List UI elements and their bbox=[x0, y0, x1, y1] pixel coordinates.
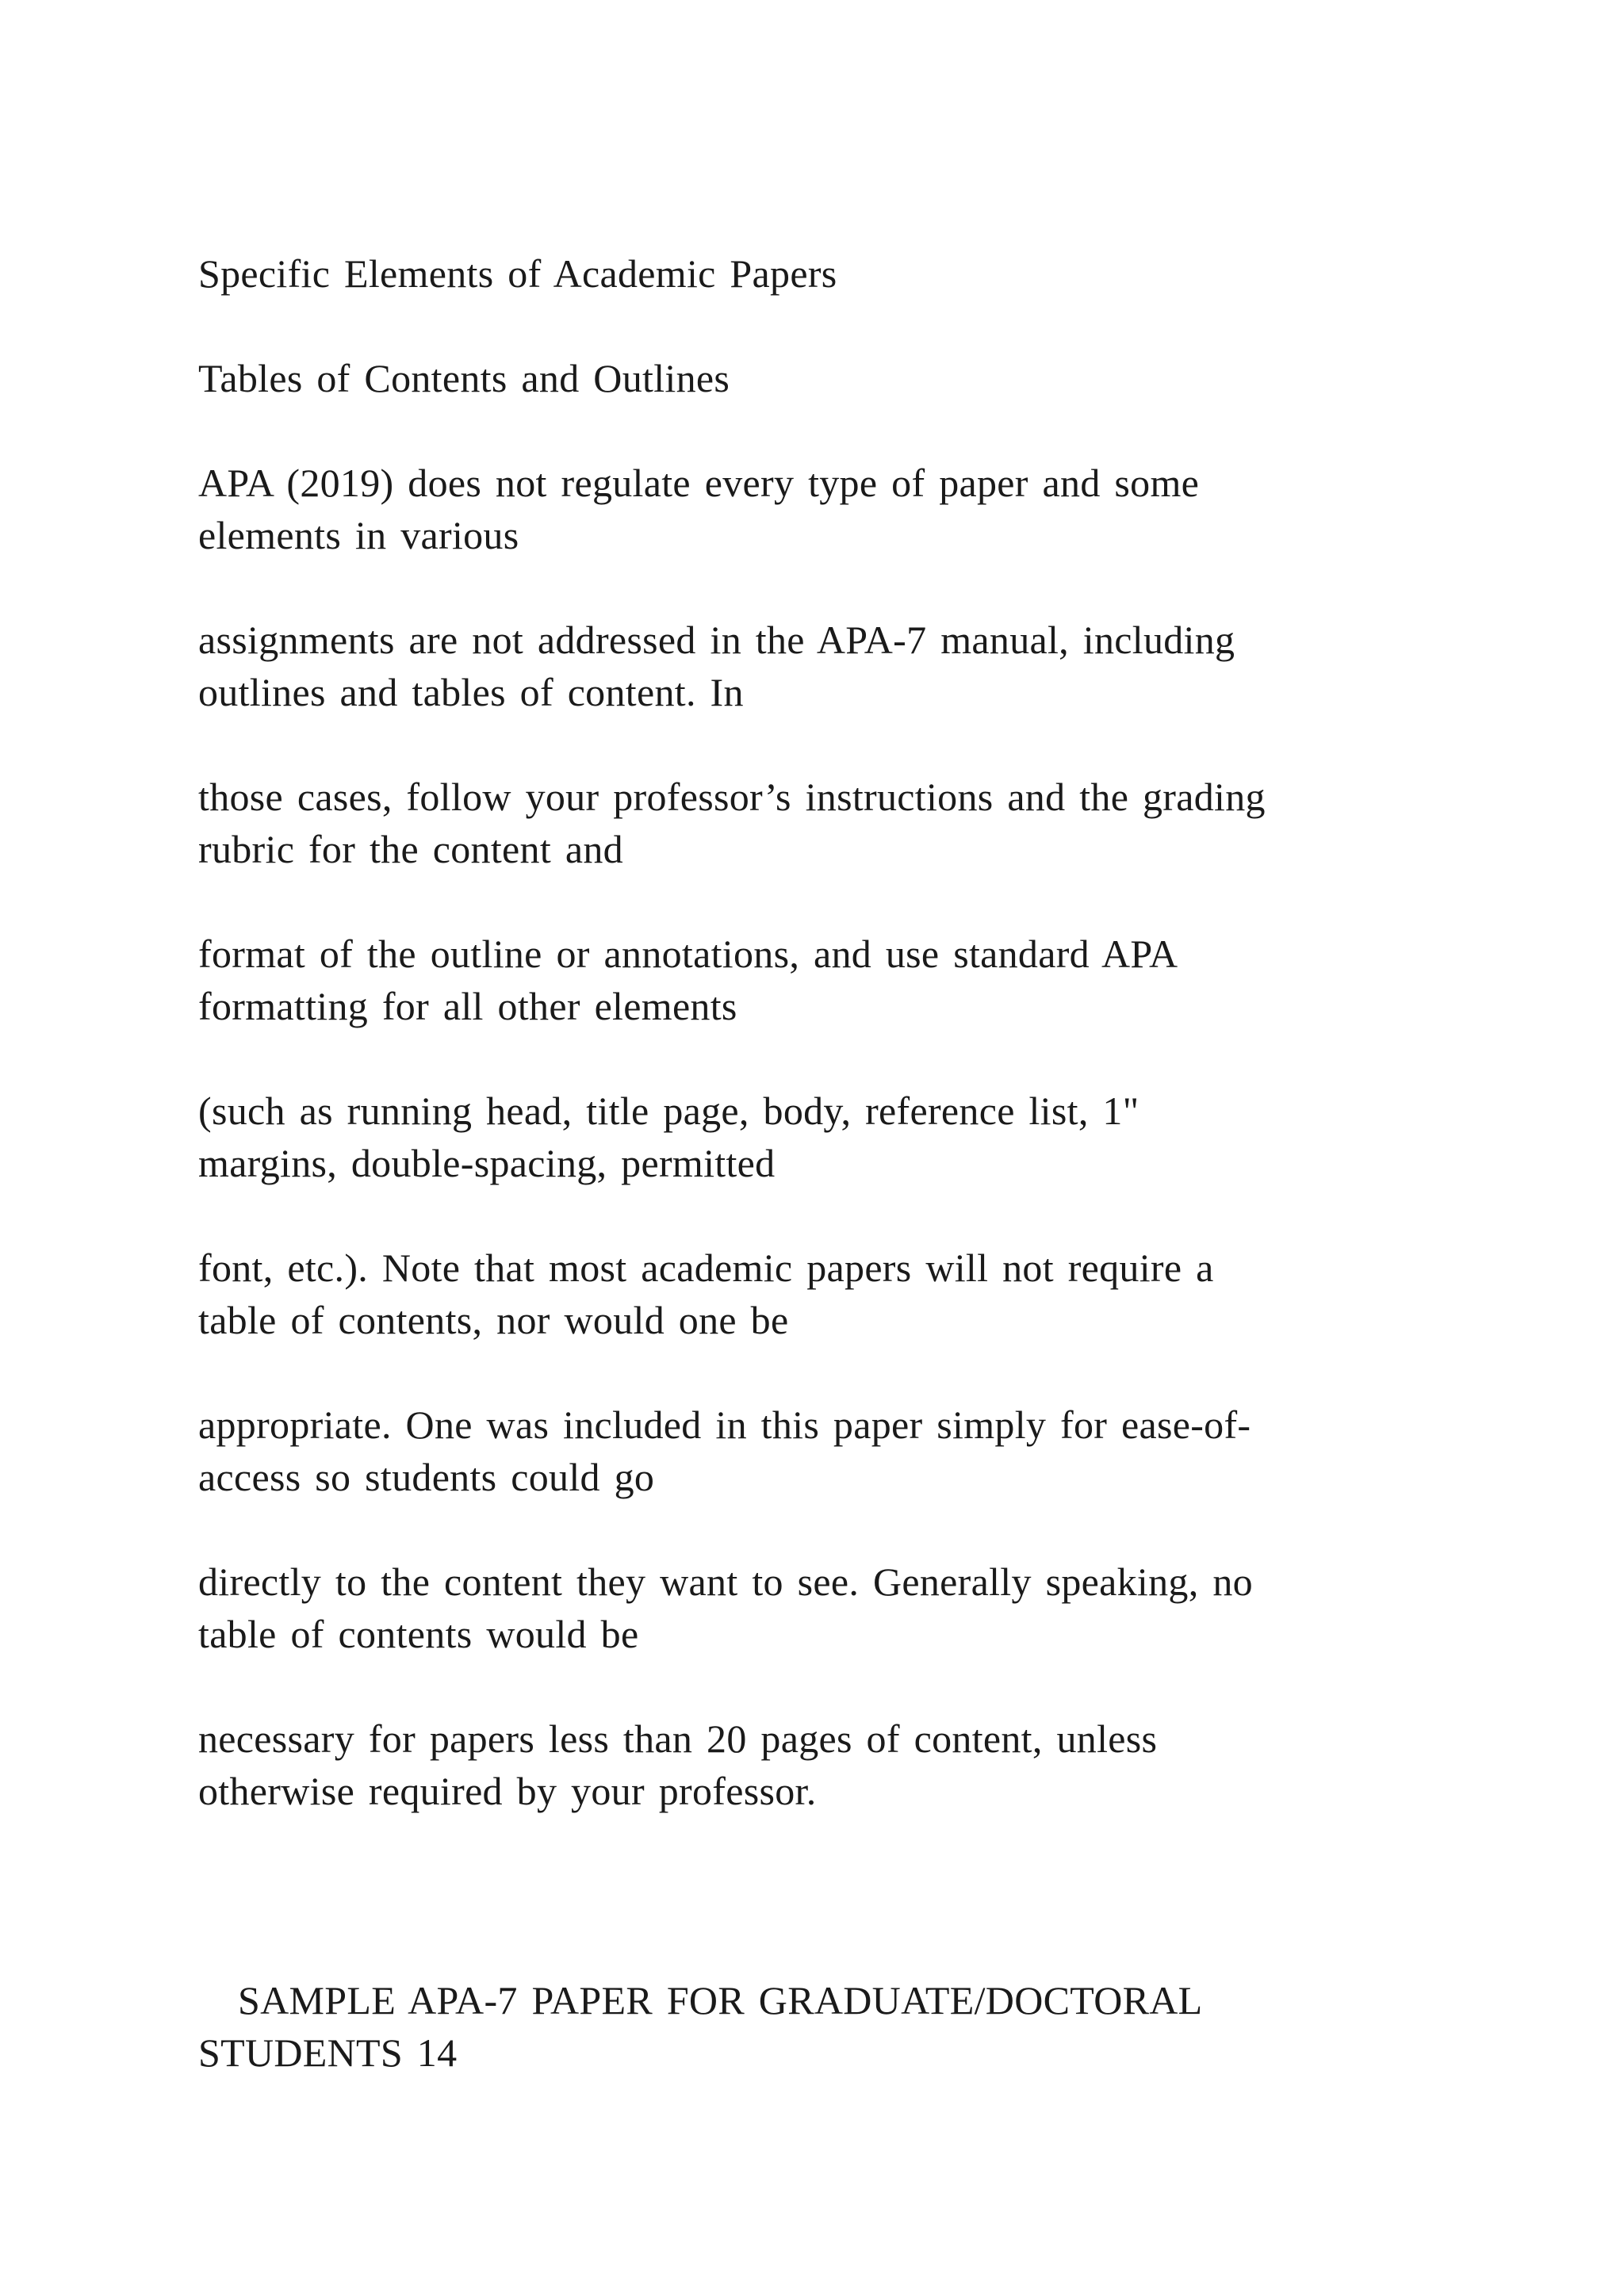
body-paragraph-7 bbox=[198, 1399, 1467, 1503]
paragraph-line: assignments are not addressed in the APA-7 manual, including bbox=[198, 618, 1235, 662]
paragraph-line: (such as running head, title page, body, reference list, 1" bbox=[198, 1089, 1139, 1133]
paragraph-line: otherwise required by your professor. bbox=[198, 1769, 817, 1813]
section-subheading bbox=[198, 352, 1467, 404]
section-heading bbox=[198, 247, 1467, 300]
paragraph-line: rubric for the content and bbox=[198, 827, 623, 871]
body-paragraph-6 bbox=[198, 1242, 1467, 1346]
paragraph-line: format of the outline or annotations, and use standard APA bbox=[198, 932, 1178, 976]
paragraph-line: elements in various bbox=[198, 513, 519, 557]
paragraph-line: formatting for all other elements bbox=[198, 984, 737, 1028]
running-head bbox=[198, 1974, 1467, 2079]
paragraph-line: access so students could go bbox=[198, 1455, 655, 1499]
paragraph-line: table of contents, nor would one be bbox=[198, 1298, 789, 1342]
body-paragraph-8 bbox=[198, 1556, 1467, 1660]
section-subheading-text: Tables of Contents and Outlines bbox=[198, 356, 730, 400]
running-head-line-1: SAMPLE APA-7 PAPER FOR GRADUATE/DOCTORAL bbox=[238, 1978, 1203, 2022]
paragraph-line: necessary for papers less than 20 pages of content, unless bbox=[198, 1716, 1158, 1761]
paragraph-line: font, etc.). Note that most academic papers will not require a bbox=[198, 1246, 1214, 1290]
paragraph-line: directly to the content they want to see. Generally speaking, no bbox=[198, 1559, 1253, 1604]
paragraph-line: those cases, follow your professor’s instructions and the grading bbox=[198, 775, 1266, 819]
paragraph-line: margins, double-spacing, permitted bbox=[198, 1141, 776, 1185]
running-head-line-2: STUDENTS 14 bbox=[198, 2030, 458, 2075]
body-paragraph-9 bbox=[198, 1712, 1467, 1817]
body-paragraph-4 bbox=[198, 928, 1467, 1032]
section-heading-text: Specific Elements of Academic Papers bbox=[198, 251, 837, 296]
body-paragraph-2 bbox=[198, 614, 1467, 718]
page-break-gap bbox=[198, 1869, 1467, 1974]
paragraph-line: appropriate. One was included in this paper simply for ease-of- bbox=[198, 1402, 1251, 1447]
body-paragraph-3 bbox=[198, 771, 1467, 875]
body-paragraph-1 bbox=[198, 457, 1467, 561]
body-paragraph-5 bbox=[198, 1085, 1467, 1189]
paragraph-line: outlines and tables of content. In bbox=[198, 670, 744, 714]
paragraph-line: APA (2019) does not regulate every type of paper and some bbox=[198, 461, 1200, 505]
document-body bbox=[198, 247, 1467, 2131]
paragraph-line: table of contents would be bbox=[198, 1612, 639, 1656]
